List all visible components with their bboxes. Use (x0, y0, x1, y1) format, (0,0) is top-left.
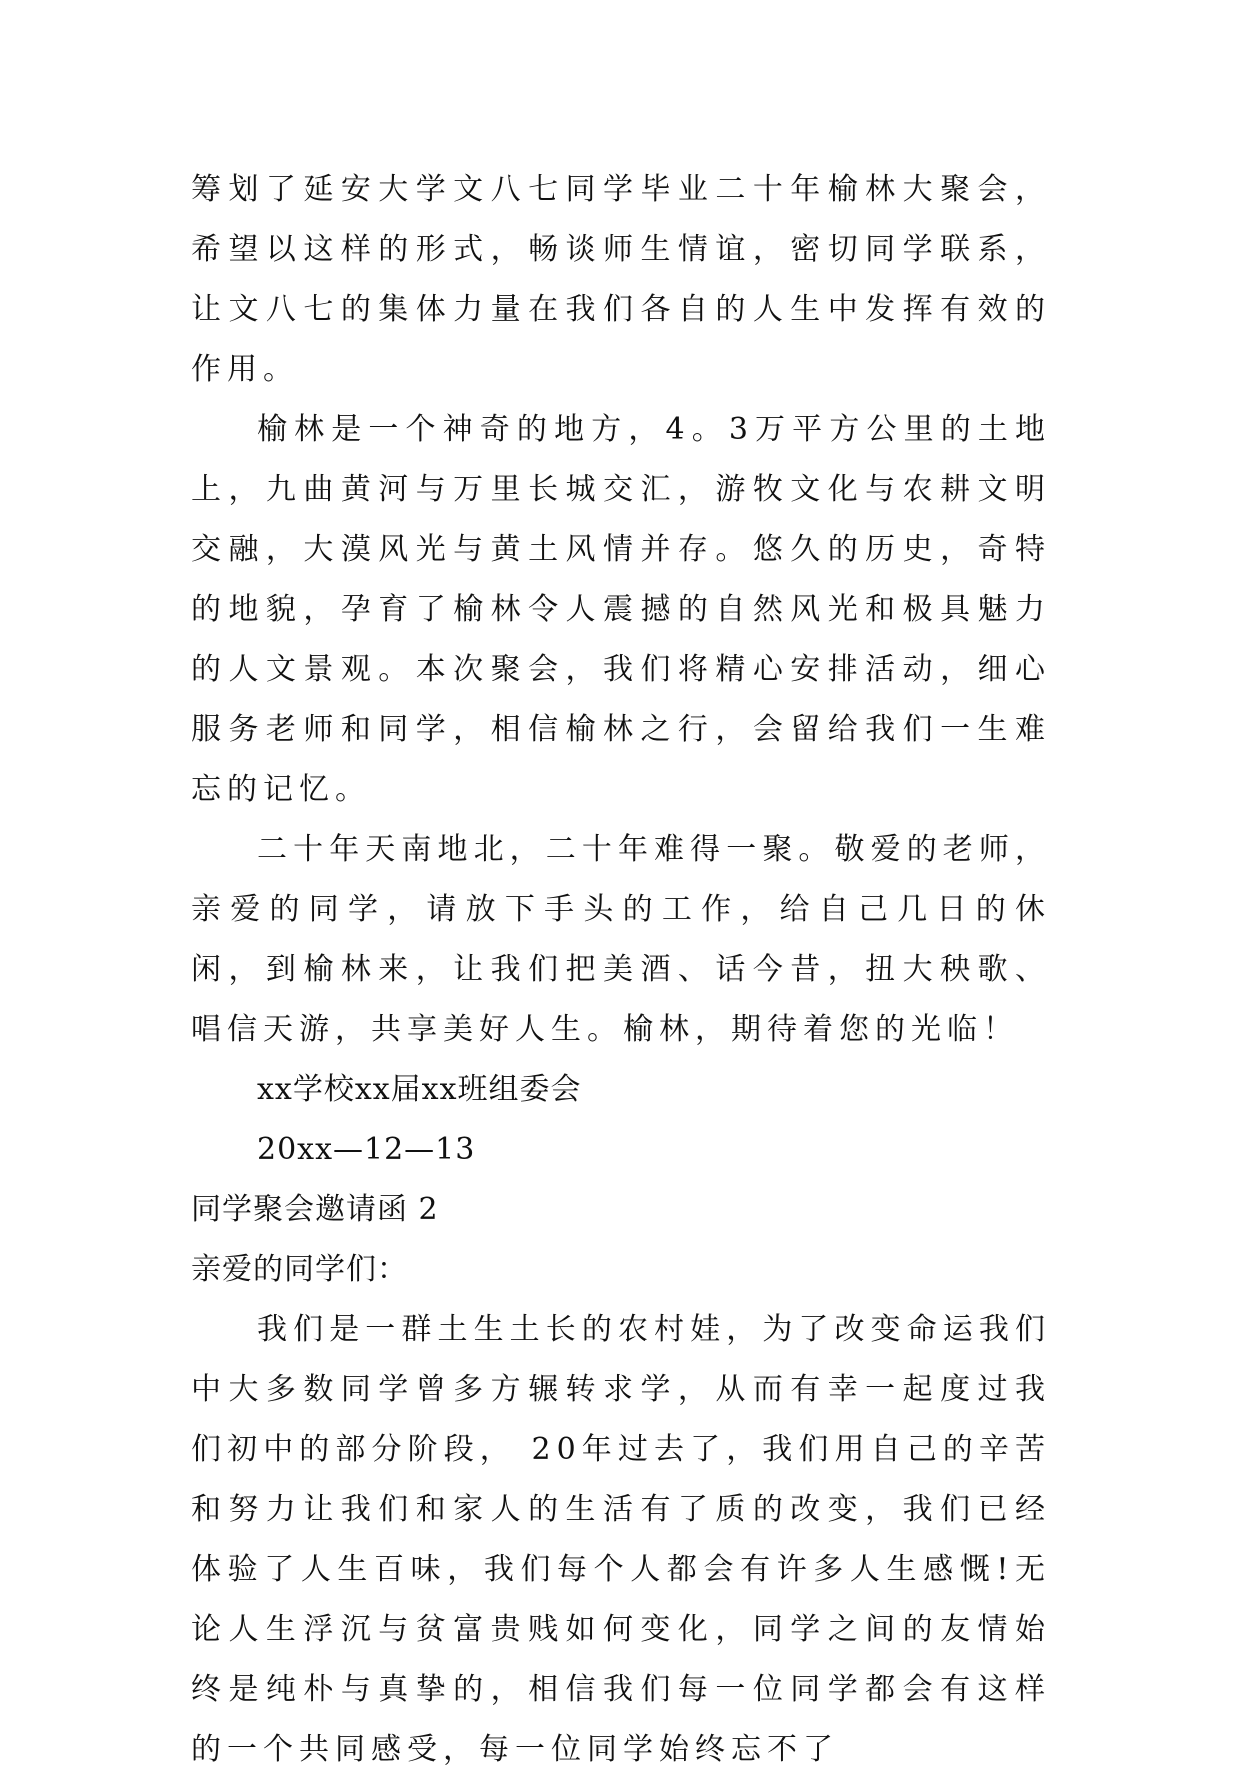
salutation: 亲爱的同学们： (191, 1252, 408, 1287)
paragraph-invitation: 二十年天南地北，二十年难得一聚。敬爱的老师，亲爱的同学，请放下手头的工作，给自己几日的休闲，到榆林来，让我们把美酒、话今昔，扭大秧歌、唱信天游，共享美好人生。榆林，期待着您的光临！ (191, 832, 1051, 1047)
signature-date: 20xx—12—13 (257, 1132, 476, 1167)
paragraph-yulin: 榆林是一个神奇的地方，4。3万平方公里的土地上，九曲黄河与万里长城交汇，游牧文化与农耕文明交融，大漠风光与黄土风情并存。悠久的历史，奇特的地貌，孕育了榆林令人震撼的自然风光和极具魅力的人文景观。本次聚会，我们将精心安排活动，细心服务老师和同学，相信榆林之行，会留给我们一生难忘的记忆。 (191, 412, 1051, 807)
signature-organization: xx学校xx届xx班组委会 (257, 1072, 582, 1107)
paragraph-section2-body: 我们是一群土生土长的农村娃，为了改变命运我们中大多数同学曾多方辗转求学，从而有幸一起度过我们初中的部分阶段， 20年过去了，我们用自己的辛苦和努力让我们和家人的生活有了质的改变，我们已经体验了人生百味，我们每个人都会有许多人生感慨!无论人生浮沉与贫富贵贱如何变化，同学之间的友情始终是纯朴与真挚的，相信我们每一位同学都会有这样的一个共同感受，每一位同学始终忘不了 (191, 1312, 1051, 1767)
document-body (191, 160, 1051, 1780)
section-title: 同学聚会邀请函 2 (191, 1192, 439, 1227)
paragraph-intro-continued: 筹划了延安大学文八七同学毕业二十年榆林大聚会，希望以这样的形式，畅谈师生情谊，密切同学联系，让文八七的集体力量在我们各自的人生中发挥有效的作用。 (191, 172, 1051, 387)
